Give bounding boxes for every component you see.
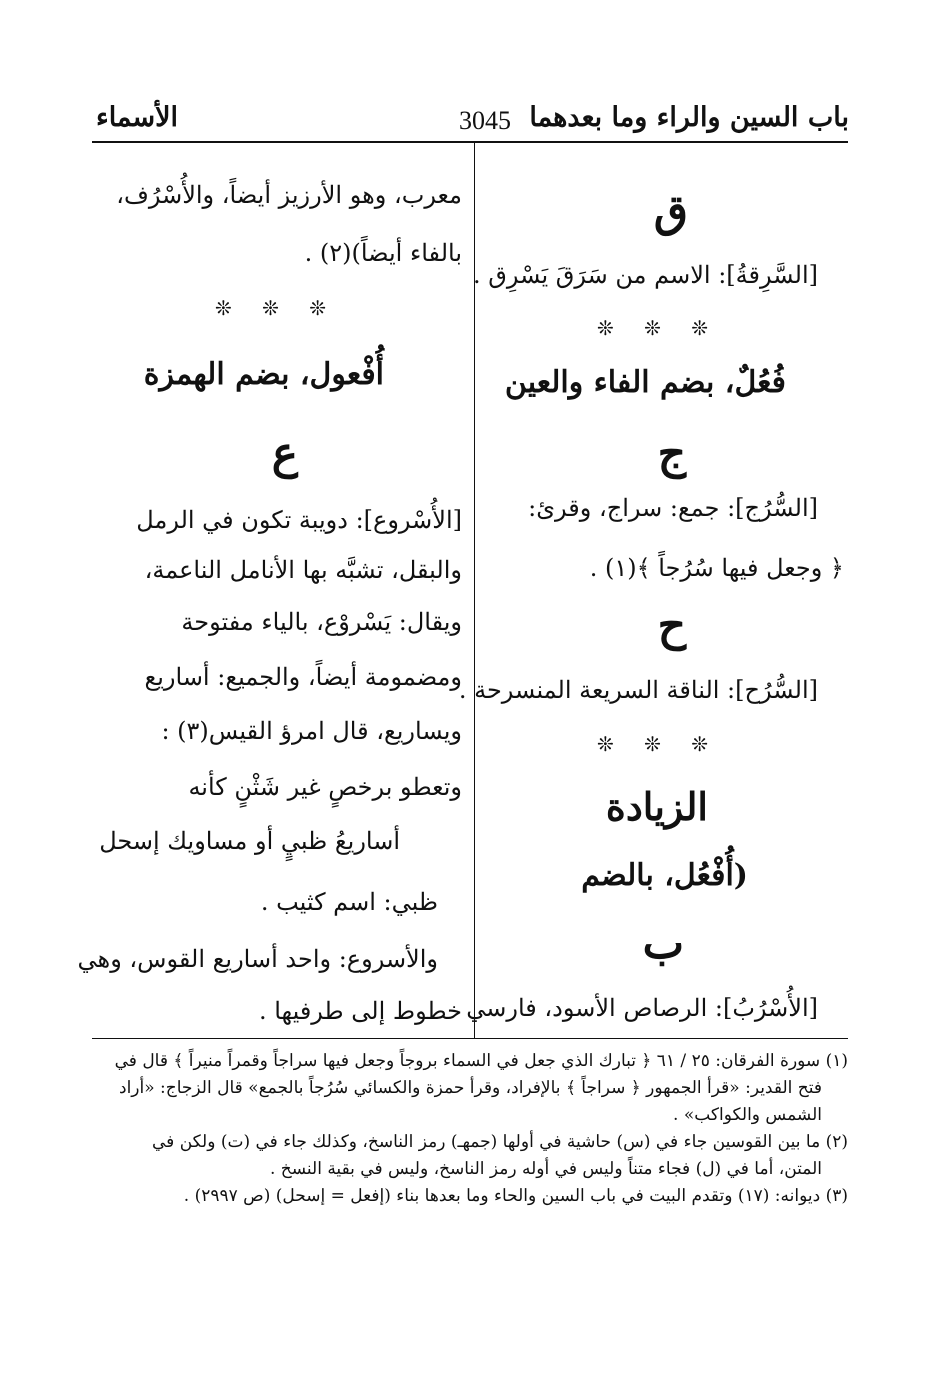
entry-usrub: [الأُسْرُبُ]: الرصاص الأسود، فارسي: [466, 994, 818, 1022]
letter-ba: ب: [642, 918, 684, 969]
section-title: الأسماء: [96, 102, 179, 133]
footnote-rule: [92, 1038, 848, 1039]
footnote-1-cont: فتح القدير: «قرأ الجمهور ﴿ سراجاً ﴾ بالإفراد، وقرأ حمزة والكسائي سُرُجاً بالجمع» قال الزجاج: «أراد: [119, 1078, 822, 1098]
letter-qaf: ق: [653, 186, 688, 237]
page-number: 3045: [459, 106, 511, 135]
heading-fuul: فُعُلٌ، بضم الفاء والعين: [504, 365, 786, 400]
entry-usru-line: ومضمومة أيضاً، والجميع: أساريع: [144, 663, 462, 691]
entry-qaws-line: خطوط إلى طرفيها .: [258, 997, 462, 1025]
heading-ufuul: أُفْعول، بضم الهمزة: [143, 357, 384, 392]
entry-suruj-line: ﴿ وجعل فيها سُرُجاً ﴾(١) .: [589, 554, 844, 582]
footnote-3: (٣) ديوانه: (١٧) وتقدم البيت في باب السين والحاء وما بعدها بناء (إفعل = إسحل) (ص ٢٩٩٧) .: [183, 1186, 848, 1206]
entry-usru-line: ويقال: يَسْروْع، بالياء مفتوحة: [181, 608, 462, 636]
letter-ayn: ع: [271, 428, 298, 479]
separator-stars: ❊ ❊ ❊: [215, 296, 338, 320]
entry-suruj-line: [السُّرُج]: جمع: سراج، وقرئ:: [528, 494, 818, 522]
footnotes: [92, 1048, 848, 1210]
separator-stars: ❊ ❊ ❊: [597, 316, 720, 340]
letter-ha: ح: [657, 600, 686, 651]
entry-usru-line: [الأُسْروع]: دويبة تكون في الرمل: [136, 506, 462, 534]
heading-ziyada: الزيادة: [605, 784, 708, 829]
separator-stars: ❊ ❊ ❊: [597, 732, 720, 756]
entry-usrub-cont: معرب، وهو الأرزيز أيضاً، والأُسْرُف،: [116, 181, 462, 209]
footnote-2-cont: المتن، أما في (ل) فجاء متناً وليس في أوله رمز الناسخ، وليس في بقية النسخ .: [269, 1159, 822, 1179]
footnote-1-cont: الشمس والكواكب» .: [673, 1105, 822, 1125]
heading-afuul: (أُفْعُل، بالضم: [581, 858, 748, 893]
header-rule: [92, 141, 848, 143]
entry-usru-line: ويساريع، قال امرؤ القيس(٣) :: [161, 717, 462, 745]
entry-suruh: [السُّرُح]: الناقة السريعة المنسرحة .: [458, 676, 818, 704]
entry-usru-line: والبقل، تشبَّه بها الأنامل الناعمة،: [144, 556, 462, 584]
entry-qaws-line: والأسروع: واحد أساريع القوس، وهي: [77, 945, 438, 973]
footnote-2: (٢) ما بين القوسين جاء في (س) حاشية في أولها (جمهـ) رمز الناسخ، وكذلك جاء في (ت) ولكن في: [152, 1132, 848, 1152]
entry-sariqa: [السَّرِقةُ]: الاسم من سَرَقَ يَسْرِق .: [472, 261, 818, 289]
chapter-title: باب السين والراء وما بعدهما: [529, 102, 849, 133]
footnote-1: (١) سورة الفرقان: ٢٥ / ٦١ ﴿ تبارك الذي جعل في السماء بروجاً وجعل فيها سراجاً وقمراً منيراً ﴾ قال في: [114, 1051, 848, 1071]
verse-line: وتعطو برخصٍ غير شَثْنٍ كأنه: [188, 773, 462, 801]
verse-line: أساريعُ ظبيٍ أو مساويك إسحل: [99, 827, 400, 855]
letter-jim: ج: [657, 428, 686, 479]
entry-zabi: ظبي: اسم كثيب .: [260, 888, 438, 916]
entry-usrub-cont: بالفاء أيضاً)(٢) .: [304, 239, 462, 267]
